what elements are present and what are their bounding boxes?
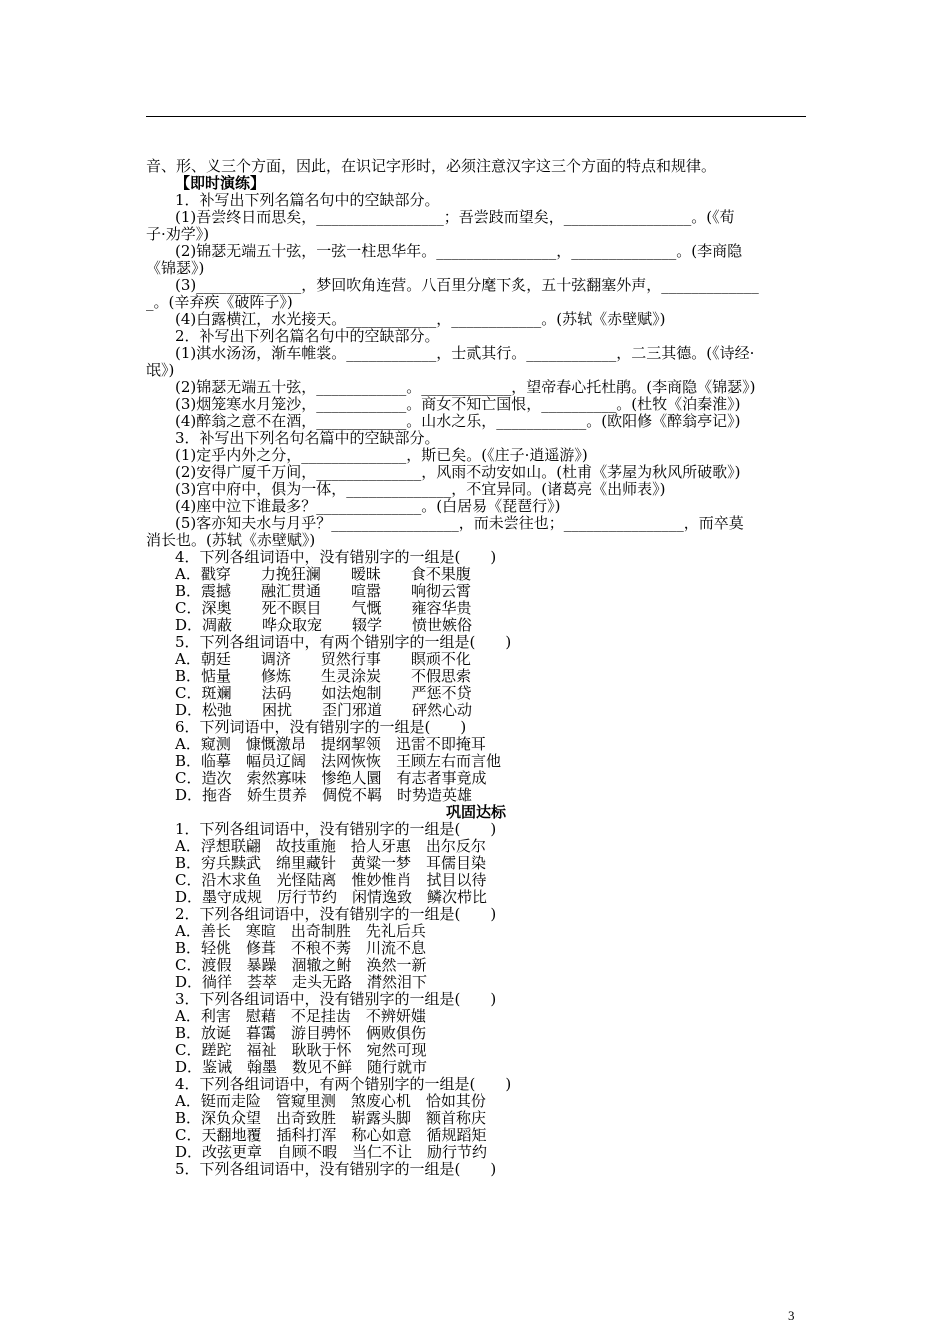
text-line: _。(辛弃疾《破阵子》): [146, 293, 293, 311]
answer-option: A．窥测 慷慨激昂 提纲挈领 迅雷不即掩耳: [175, 735, 486, 753]
answer-option: D．徜徉 荟萃 走头无路 潸然泪下: [175, 973, 428, 991]
text-line: (1)吾尝终日而思矣，_________________；吾尝跂而望矣，_________________。(《荀: [175, 208, 735, 226]
answer-option: D．拖沓 娇生贯养 倜傥不羁 时势造英雄: [175, 786, 473, 804]
answer-option: C．蹉跎 福祉 耿耿于怀 宛然可现: [175, 1041, 427, 1059]
text-line: (3)烟笼寒水月笼沙，____________。商女不知亡国恨，__________。(杜牧《泊秦淮》): [175, 395, 741, 413]
question-stem: 3．下列各组词语中，没有错别字的一组是( ): [175, 990, 497, 1008]
answer-option: D．鉴诫 翰墨 数见不鲜 随行就市: [175, 1058, 428, 1076]
section-title: 巩固达标: [445, 803, 506, 821]
question-stem: 1．补写出下列名篇名句中的空缺部分。: [175, 191, 440, 209]
answer-option: C．天翻地覆 插科打浑 称心如意 循规蹈矩: [175, 1126, 487, 1144]
answer-option: B．深负众望 出奇致胜 崭露头脚 额首称庆: [175, 1109, 487, 1127]
answer-option: A．善长 寒暄 出奇制胜 先礼后兵: [175, 922, 426, 940]
question-stem: 5．下列各组词语中，没有错别字的一组是( ): [175, 1160, 497, 1178]
text-line: (4)醉翁之意不在酒，____________。山水之乐，____________。(欧阳修《醉翁亭记》): [175, 412, 741, 430]
text-line: (2)锦瑟无端五十弦，一弦一柱思华年。________________，______________。(李商隐: [175, 242, 743, 260]
answer-option: A．戳穿 力挽狂澜 暧昧 食不果腹: [175, 565, 471, 583]
answer-option: C．造次 索然寡味 惨绝人圜 有志者事竟成: [175, 769, 487, 787]
document-body: [146, 158, 806, 1178]
answer-option: C．深奥 死不瞑目 气慨 雍容华贵: [175, 599, 472, 617]
answer-option: B．震撼 融汇贯通 喧嚣 响彻云霄: [175, 582, 472, 600]
answer-option: B．临摹 幅员辽阔 法网恢恢 王顾左右而言他: [175, 752, 502, 770]
question-stem: 3．补写出下列名句名篇中的空缺部分。: [175, 429, 440, 447]
text-line: (4)座中泣下谁最多？______________。(白居易《琵琶行》): [175, 497, 561, 515]
text-line: 音、形、义三个方面，因此，在识记字形时，必须注意汉字这三个方面的特点和规律。: [146, 157, 717, 175]
answer-option: C．斑斓 法码 如法炮制 严惩不贷: [175, 684, 472, 702]
question-stem: 2．补写出下列名篇名句中的空缺部分。: [175, 327, 440, 345]
answer-option: D．改弦更章 自顾不暇 当仁不让 励行节约: [175, 1143, 488, 1161]
header-rule: [146, 116, 806, 117]
answer-option: B．穷兵黩武 绵里藏针 黄粱一梦 耳儒目染: [175, 854, 487, 872]
answer-option: D．墨守成规 厉行节约 闲情逸致 鳞次栉比: [175, 888, 488, 906]
text-line: (5)客亦知夫水与月乎？_________________，而未尝往也；________________，而卒莫: [175, 514, 744, 532]
question-stem: 2．下列各组词语中，没有错别字的一组是( ): [175, 905, 497, 923]
question-stem: 4．下列各组词语中，没有错别字的一组是( ): [175, 548, 497, 566]
answer-option: B．放诞 暮霭 游目骋怀 俩败俱伤: [175, 1024, 427, 1042]
text-line: (1)淇水汤汤，渐车帷裳。____________，士贰其行。____________，二三其德。(《诗经·: [175, 344, 755, 362]
answer-option: B．轻佻 修葺 不稂不莠 川流不息: [175, 939, 427, 957]
answer-option: B．惦量 修炼 生灵涂炭 不假思索: [175, 667, 472, 685]
text-line: (3)______________，梦回吹角连营。八百里分麾下炙，五十弦翻塞外声，_____________: [175, 276, 759, 294]
page-number: 3: [788, 1308, 795, 1323]
answer-option: C．渡假 暴躁 涸辙之鲋 涣然一新: [175, 956, 427, 974]
answer-option: A．浮想联翩 故技重施 拾人牙惠 出尔反尔: [175, 837, 486, 855]
answer-option: D．松弛 困扰 歪门邪道 砰然心动: [175, 701, 473, 719]
answer-option: A．铤而走险 管窥里测 煞废心机 恰如其份: [175, 1092, 486, 1110]
text-line: (4)白露横江，水光接天。____________，____________。(苏轼《赤壁赋》): [175, 310, 666, 328]
text-line: 氓》): [146, 361, 175, 379]
answer-option: A．朝廷 调济 贸然行事 瞑顽不化: [175, 650, 471, 668]
question-stem: 4．下列各组词语中，有两个错别字的一组是( ): [175, 1075, 512, 1093]
question-stem: 5．下列各组词语中，有两个错别字的一组是( ): [175, 633, 512, 651]
section-heading: 【即时演练】: [175, 174, 266, 192]
text-line: 子·劝学》): [146, 225, 210, 243]
text-line: 消长也。(苏轼《赤壁赋》): [146, 531, 316, 549]
text-line: 《锦瑟》): [146, 259, 205, 277]
text-line: (3)宫中府中，俱为一体，______________，不宜异同。(诸葛亮《出师表》): [175, 480, 666, 498]
question-stem: 6．下列词语中，没有错别字的一组是( ): [175, 718, 467, 736]
answer-option: D．凋蔽 哗众取宠 辍学 愤世嫉俗: [175, 616, 473, 634]
answer-option: A．利害 慰藉 不足挂齿 不辨妍媸: [175, 1007, 426, 1025]
text-line: (1)定乎内外之分，______________，斯已矣。(《庄子·逍遥游》): [175, 446, 588, 464]
answer-option: C．沿木求鱼 光怪陆离 惟妙惟肖 拭目以待: [175, 871, 487, 889]
question-stem: 1．下列各组词语中，没有错别字的一组是( ): [175, 820, 497, 838]
text-line: (2)安得广厦千万间，______________，风雨不动安如山。(杜甫《茅屋为秋风所破歌》): [175, 463, 741, 481]
text-line: (2)锦瑟无端五十弦，____________。____________，望帝春心托杜鹃。(李商隐《锦瑟》): [175, 378, 756, 396]
